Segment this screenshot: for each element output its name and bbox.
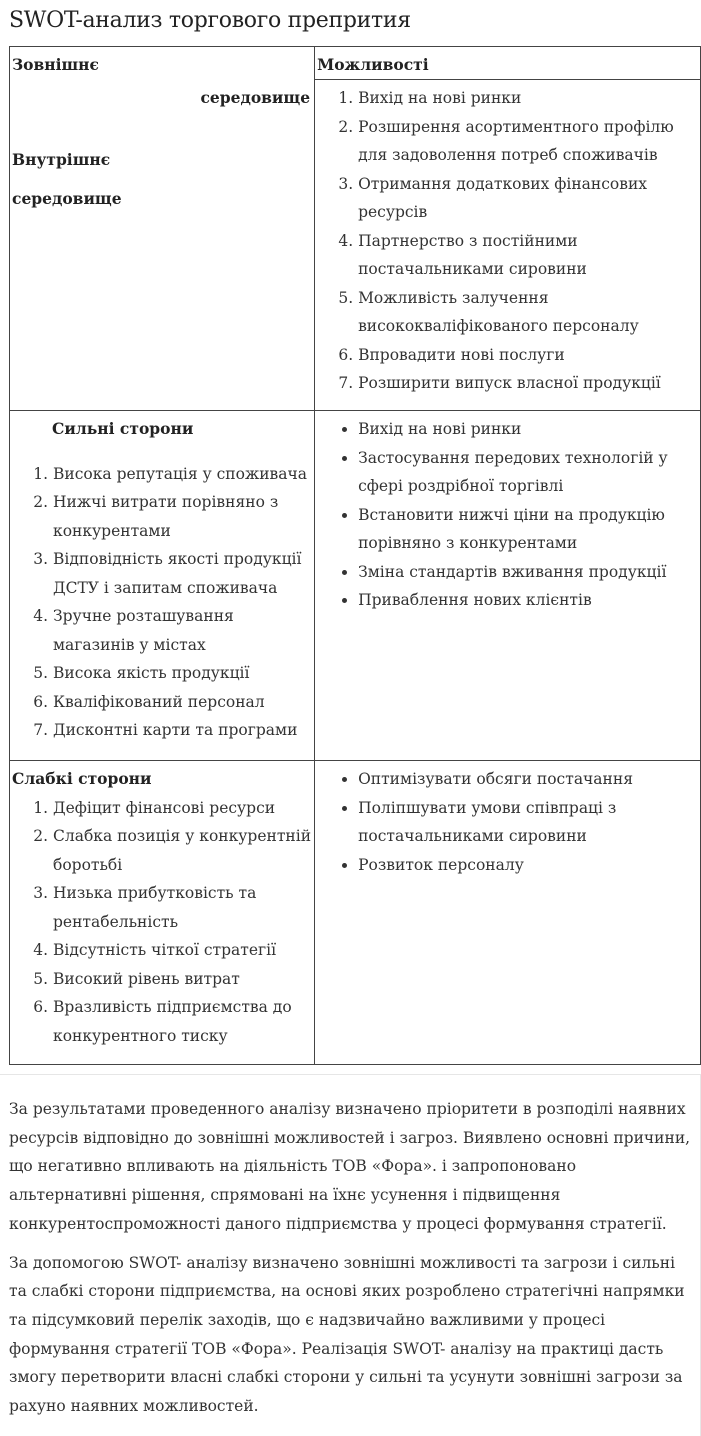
- page-title: SWOT-анализ торгового препрития: [9, 8, 411, 33]
- strength-item: 7. Дисконтні карти та програми: [53, 716, 314, 745]
- opportunities-cell: [315, 47, 701, 411]
- swot-matrix-table: [9, 46, 701, 1065]
- strength-item: 3. Відповідність якості продукції ДСТУ і запитам споживача: [53, 545, 314, 602]
- opportunity-item: 3. Отримання додаткових фінансових ресурсів: [358, 170, 700, 227]
- so-action-item: • Застосування передових технологій у сфері роздрібної торгівлі: [358, 444, 700, 501]
- external-label-2: середовище: [200, 87, 311, 107]
- weakness-item: 6. Вразливість підприємства до конкурентного тиску: [53, 993, 314, 1050]
- weaknesses-cell: [10, 761, 315, 1065]
- opportunity-item: 7. Розширити випуск власної продукції: [358, 369, 700, 398]
- strength-item: 5. Висока якість продукції: [53, 659, 314, 688]
- weakness-item: 3. Низька прибутковість та рентабельність: [53, 879, 314, 936]
- so-action-item: • Зміна стандартів вживання продукції: [358, 558, 700, 587]
- strengths-list: [10, 460, 314, 745]
- strength-item: 1. Висока репутація у споживача: [53, 460, 314, 489]
- paragraph-2: За допомогою SWOT- аналізу визначено зовнішні можливості та загрози і сильні та слабкі сторони підприємства, на основі яких розроблено стратегічні напрямки та підсумковий перелік заходів, що є надзвичайно важливими у процесі формування стратегії ТОВ «Фора». Реалізація SWOT- аналізу на практиці дасть змогу перетворити власні слабкі сторони у сильні та усунути зовнішні загрози за рахуно наявних можливостей.: [9, 1253, 685, 1416]
- matrix-row-strengths: [10, 411, 701, 761]
- so-action-item: • Встановити нижчі ціни на продукцію порівняно з конкурентами: [358, 501, 700, 558]
- corner-cell: [10, 47, 315, 411]
- weakness-item: 1. Дефіцит фінансові ресурси: [53, 794, 314, 823]
- body-text: [9, 1095, 693, 1431]
- opportunities-list: [315, 80, 700, 398]
- strength-item: 6. Кваліфікований персонал: [53, 688, 314, 717]
- weakness-item: 4. Відсутність чіткої стратегії: [53, 936, 314, 965]
- internal-label-2: середовище: [12, 188, 122, 208]
- so-action-item: • Приваблення нових клієнтів: [358, 586, 700, 615]
- opportunity-item: 4. Партнерство з постійними постачальниками сировини: [358, 227, 700, 284]
- wo-action-item: • Поліпшувати умови співпраці з постачальниками сировини: [358, 794, 700, 851]
- opportunity-item: 5. Можливість залучення висококваліфікованого персоналу: [358, 284, 700, 341]
- matrix-row-weaknesses: [10, 761, 701, 1065]
- external-label-1: Зовнішнє: [12, 55, 99, 74]
- so-actions-cell: [315, 411, 701, 761]
- strengths-cell: [10, 411, 315, 761]
- wo-actions-cell: [315, 761, 701, 1065]
- paragraph-1: За результатами проведенного аналізу визначено пріоритети в розподілі наявних ресурсів відповідно до зовнішні можливостей і загроз. Виявлено основні причини, що негативно впливають на діяльність ТОВ «Фора». і запропоновано альтернативні рішення, спрямовані на їхнє усунення і підвищення конкурентоспроможності даного підприємства у процесі формування стратегії.: [9, 1100, 691, 1233]
- opportunity-item: 6. Впровадити нові послуги: [358, 341, 700, 370]
- weaknesses-header: Слабкі сторони: [12, 769, 152, 788]
- weaknesses-list: [10, 794, 314, 1051]
- strength-item: 2. Нижчі витрати порівняно з конкурентами: [53, 488, 314, 545]
- strength-item: 4. Зручне розташування магазинів у містах: [53, 602, 314, 659]
- wo-action-item: • Розвиток персоналу: [358, 851, 700, 880]
- so-actions-list: [315, 411, 700, 615]
- matrix-row-header: [10, 47, 701, 411]
- internal-label-1: Внутрішнє: [12, 150, 111, 169]
- divider: [0, 1074, 701, 1075]
- strengths-header: Сильні сторони: [52, 419, 194, 438]
- weakness-item: 5. Високий рівень витрат: [53, 965, 314, 994]
- weakness-item: 2. Слабка позиція у конкурентній боротьбі: [53, 822, 314, 879]
- so-action-item: • Вихід на нові ринки: [358, 415, 700, 444]
- wo-action-item: • Оптимізувати обсяги постачання: [358, 765, 700, 794]
- opportunity-item: 2. Розширення асортиментного профілю для задоволення потреб споживачів: [358, 113, 700, 170]
- opportunities-header: Можливості: [315, 47, 701, 80]
- opportunity-item: 1. Вихід на нові ринки: [358, 84, 700, 113]
- wo-actions-list: [315, 761, 700, 879]
